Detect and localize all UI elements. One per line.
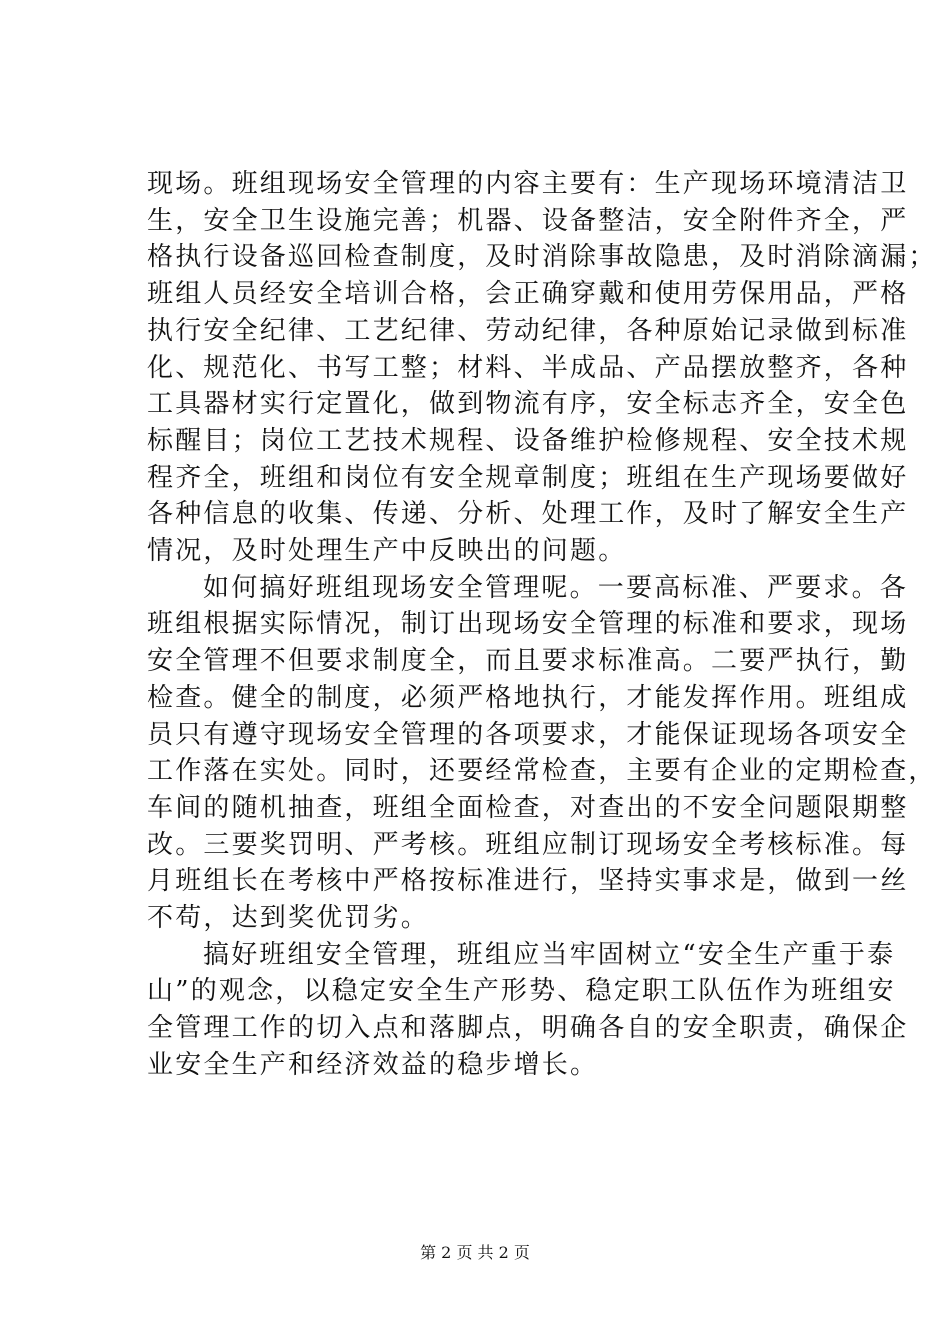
text-line: 各种信息的收集、传递、分析、处理工作，及时了解安全生产: [147, 499, 909, 530]
text-line: 班组根据实际情况，制订出现场安全管理的标准和要求，现场: [147, 609, 909, 640]
page-number-footer: 第 2 页 共 2 页: [420, 1243, 530, 1262]
text-line: 情况，及时处理生产中反映出的问题。: [147, 536, 627, 567]
text-line: 现场。班组现场安全管理的内容主要有：生产现场环境清洁卫: [147, 169, 909, 199]
text-line: 安全管理不但要求制度全，而且要求标准高。二要严执行，勤: [147, 646, 909, 677]
text-line: 执行安全纪律、工艺纪律、劳动纪律，各种原始记录做到标准: [147, 315, 909, 346]
text-line: 工作落在实处。同时，还要经常检查，主要有企业的定期检查，: [147, 756, 937, 787]
text-line-indented: 如何搞好班组现场安全管理呢。一要高标准、严要求。各: [203, 572, 909, 603]
text-line: 标醒目；岗位工艺技术规程、设备维护检修规程、安全技术规: [147, 425, 909, 456]
text-line: 改。三要奖罚明、严考核。班组应制订现场安全考核标准。每: [147, 829, 909, 860]
text-line: 程齐全，班组和岗位有安全规章制度；班组在生产现场要做好: [147, 462, 909, 493]
text-line: 生，安全卫生设施完善；机器、设备整洁，安全附件齐全，严: [147, 205, 909, 236]
text-line: 山”的观念，以稳定安全生产形势、稳定职工队伍作为班组安: [147, 976, 896, 1007]
text-line-indented: 搞好班组安全管理，班组应当牢固树立“安全生产重于泰: [203, 939, 896, 970]
text-line: 检查。健全的制度，必须严格地执行，才能发挥作用。班组成: [147, 682, 909, 713]
paragraph-conclusion: [147, 937, 909, 1084]
document-body: [147, 166, 937, 1084]
text-line: 员只有遵守现场安全管理的各项要求，才能保证现场各项安全: [147, 719, 909, 750]
text-line: 化、规范化、书写工整；材料、半成品、产品摆放整齐，各种: [147, 352, 909, 383]
text-line: 全管理工作的切入点和落脚点，明确各自的安全职责，确保企: [147, 1013, 909, 1044]
text-line: 不苟，达到奖优罚劣。: [147, 903, 430, 934]
text-line: 格执行设备巡回检查制度，及时消除事故隐患，及时消除滴漏；: [147, 242, 937, 273]
text-line: 业安全生产和经济效益的稳步增长。: [147, 1049, 599, 1080]
text-line: 工具器材实行定置化，做到物流有序，安全标志齐全，安全色: [147, 389, 909, 420]
text-line: 月班组长在考核中严格按标准进行，坚持实事求是，做到一丝: [147, 866, 909, 897]
paragraph-how-to-manage: [147, 570, 937, 937]
text-line: 班组人员经安全培训合格，会正确穿戴和使用劳保用品，严格: [147, 279, 909, 310]
text-line: 车间的随机抽查，班组全面检查，对查出的不安全问题限期整: [147, 792, 909, 823]
paragraph-site-safety-content: [147, 166, 937, 570]
